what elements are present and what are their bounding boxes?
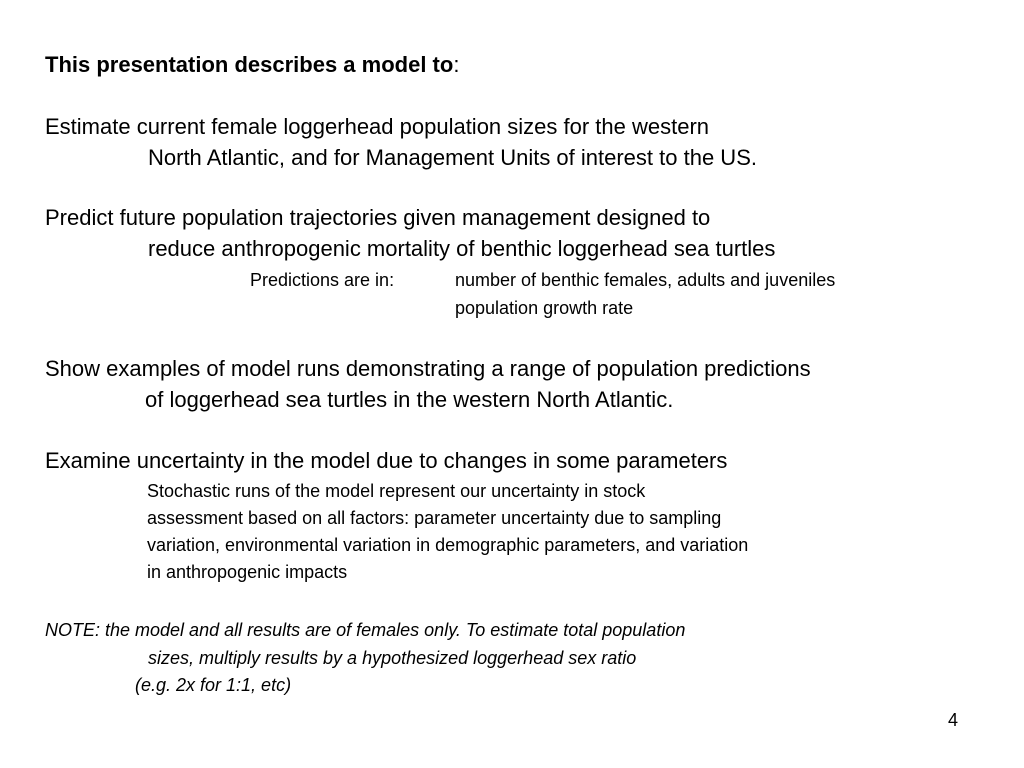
objective-1-line-2: North Atlantic, and for Management Units of interest to the US. bbox=[148, 145, 757, 170]
note-line-2: sizes, multiply results by a hypothesized loggerhead sex ratio bbox=[148, 648, 637, 668]
uncertainty-detail-line-1: Stochastic runs of the model represent our uncertainty in stock bbox=[147, 481, 646, 501]
predictions-label: Predictions are in: bbox=[250, 270, 395, 290]
objective-3-line-1: Show examples of model runs demonstrating a range of population predictions bbox=[45, 356, 811, 381]
uncertainty-detail-line-2: assessment based on all factors: parameter uncertainty due to sampling bbox=[147, 508, 722, 528]
prediction-item-1: number of benthic females, adults and juveniles bbox=[455, 270, 836, 290]
objective-1-line-1: Estimate current female loggerhead population sizes for the western bbox=[45, 114, 710, 139]
objective-3-line-2: of loggerhead sea turtles in the western North Atlantic. bbox=[145, 387, 674, 412]
slide-heading-text: This presentation describes a model to bbox=[45, 52, 454, 77]
slide-number: 4 bbox=[948, 710, 959, 730]
note-line-3: (e.g. 2x for 1:1, etc) bbox=[135, 675, 292, 695]
objective-2-line-1: Predict future population trajectories given management designed to bbox=[45, 205, 711, 230]
uncertainty-detail-line-3: variation, environmental variation in demographic parameters, and variation bbox=[147, 535, 749, 555]
objective-4-line-1: Examine uncertainty in the model due to changes in some parameters bbox=[45, 448, 728, 473]
slide-heading-colon: : bbox=[453, 52, 460, 77]
slide-heading bbox=[45, 52, 459, 78]
prediction-item-2: population growth rate bbox=[455, 298, 634, 318]
objective-2-line-2: reduce anthropogenic mortality of benthic loggerhead sea turtles bbox=[148, 236, 776, 261]
note-line-1: NOTE: the model and all results are of females only. To estimate total population bbox=[45, 620, 686, 640]
uncertainty-detail-line-4: in anthropogenic impacts bbox=[147, 562, 348, 582]
